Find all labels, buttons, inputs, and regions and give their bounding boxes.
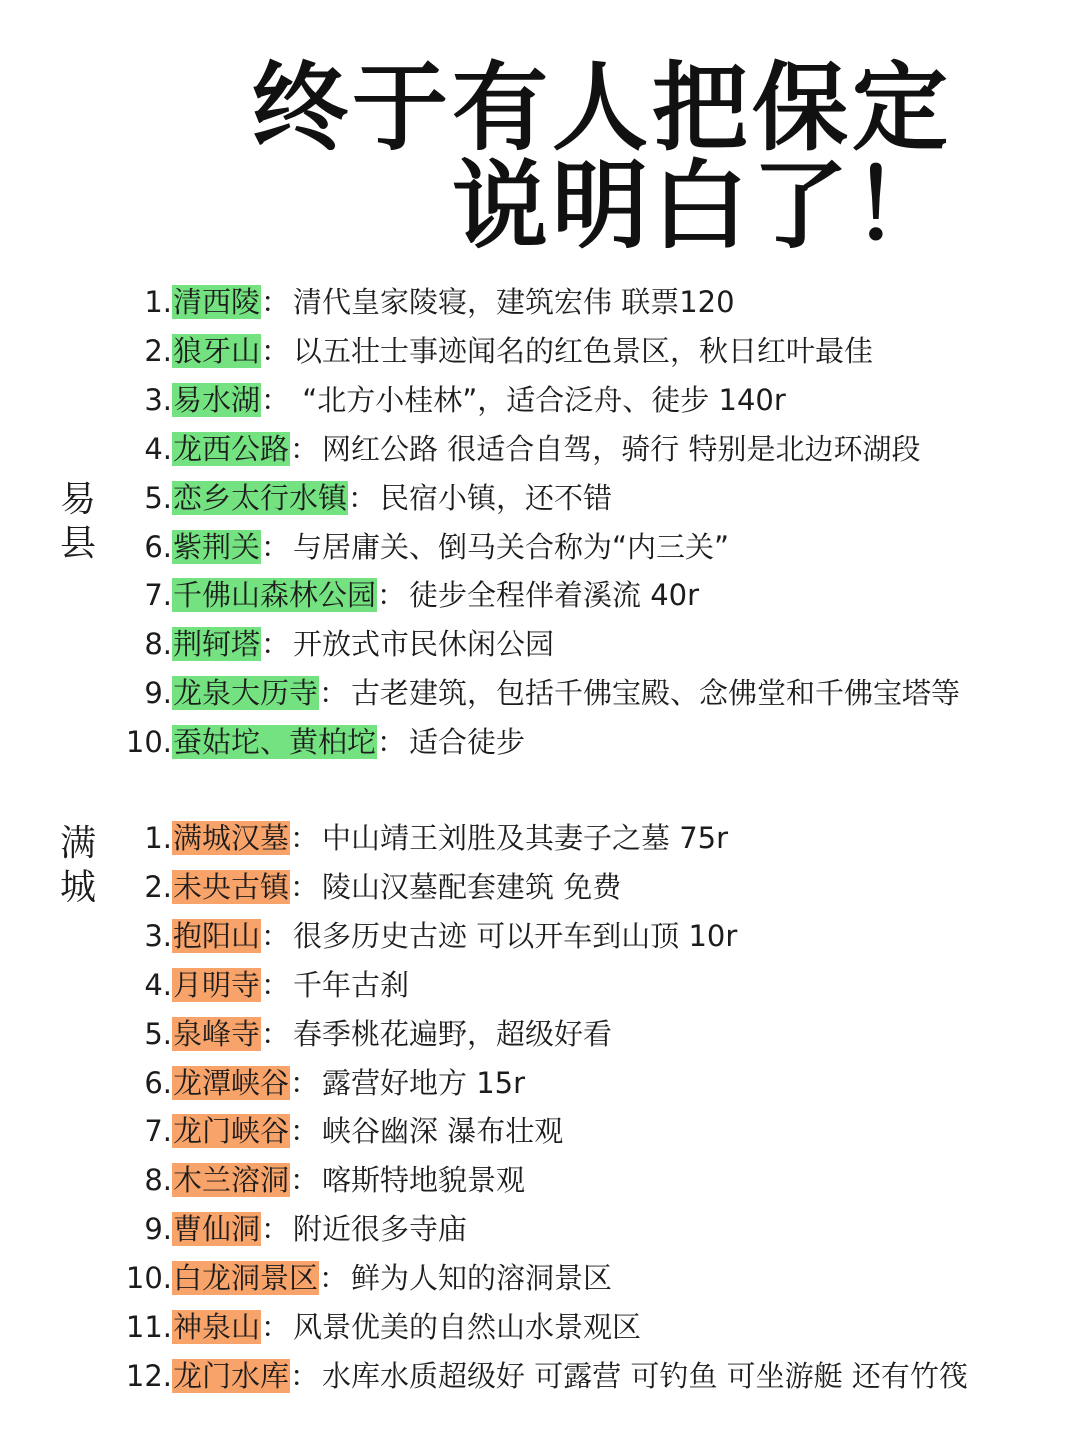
attraction-description: 春季桃花遍野，超级好看 xyxy=(293,1016,613,1051)
attraction-name: 满城汉墓 xyxy=(173,821,290,855)
attraction-name: 神泉山 xyxy=(173,1310,261,1344)
item-number: 7. xyxy=(144,1114,172,1149)
attraction-name: 木兰溶洞 xyxy=(173,1163,290,1198)
list-item xyxy=(110,1305,641,1349)
page-title-line-2: 说明白了！ xyxy=(452,150,952,262)
list-item xyxy=(110,1207,467,1251)
item-number: 3. xyxy=(144,382,172,417)
attraction-description: 以五壮士事迹闻名的红色景区，秋日红叶最佳 xyxy=(293,333,874,368)
separator-colon: ： xyxy=(261,1016,291,1051)
attraction-description: 开放式市民休闲公园 xyxy=(293,627,555,662)
separator-colon: ： xyxy=(261,967,291,1002)
item-number: 2. xyxy=(144,869,172,904)
separator-colon: ： xyxy=(290,1065,320,1100)
item-number: 7. xyxy=(144,578,172,613)
item-number: 5. xyxy=(144,1016,172,1051)
separator-colon: ： xyxy=(261,918,291,953)
attraction-name: 曹仙洞 xyxy=(173,1212,261,1247)
attraction-name: 清西陵 xyxy=(173,285,261,319)
region-label-yixian: 易县 xyxy=(59,479,96,564)
list-item xyxy=(110,427,920,471)
list-item xyxy=(110,914,737,958)
attraction-description: 露营好地方 15r xyxy=(322,1065,526,1100)
attraction-name: 蚕姑坨、黄柏坨 xyxy=(173,725,377,760)
separator-colon: ： xyxy=(319,1261,349,1296)
list-item xyxy=(110,476,612,520)
separator-colon: ： xyxy=(290,431,320,466)
attraction-name: 龙泉大历寺 xyxy=(173,676,319,711)
list-item xyxy=(110,622,554,666)
list-item xyxy=(110,865,621,909)
list-item xyxy=(110,573,699,617)
attraction-description: 峡谷幽深 瀑布壮观 xyxy=(322,1114,564,1149)
attraction-description: 很多历史古迹 可以开车到山顶 10r xyxy=(293,918,738,953)
attraction-name: 龙门峡谷 xyxy=(173,1114,290,1149)
separator-colon: ： xyxy=(377,578,407,613)
attraction-description: 适合徒步 xyxy=(409,725,526,760)
attraction-description: 千年古刹 xyxy=(293,967,410,1002)
list-item xyxy=(110,816,728,860)
separator-colon: ： xyxy=(261,285,291,319)
attraction-name: 龙西公路 xyxy=(173,431,290,466)
list-item xyxy=(110,1012,612,1056)
attraction-name: 紫荆关 xyxy=(173,529,261,564)
item-number: 1. xyxy=(144,821,172,855)
attraction-name: 白龙洞景区 xyxy=(173,1261,319,1296)
separator-colon: ： xyxy=(261,333,291,368)
page-title-line-1: 终于有人把保定 xyxy=(252,52,952,164)
item-number: 11. xyxy=(125,1310,172,1344)
separator-colon: ： xyxy=(261,627,291,662)
attraction-description: 附近很多寺庙 xyxy=(293,1212,468,1247)
attraction-description: 风景优美的自然山水景观区 xyxy=(293,1310,642,1344)
attraction-name: 狼牙山 xyxy=(173,333,261,368)
attraction-name: 易水湖 xyxy=(173,382,261,417)
item-number: 8. xyxy=(144,1163,172,1198)
item-number: 6. xyxy=(144,529,172,564)
attraction-name: 月明寺 xyxy=(173,967,261,1002)
item-number: 1. xyxy=(144,285,172,319)
list-item xyxy=(110,720,525,764)
item-number: 9. xyxy=(144,676,172,711)
attraction-name: 抱阳山 xyxy=(173,918,261,953)
attraction-description: 网红公路 很适合自驾，骑行 特别是北边环湖段 xyxy=(322,431,921,466)
item-number: 6. xyxy=(144,1065,172,1100)
attraction-name: 龙潭峡谷 xyxy=(173,1065,290,1100)
attraction-description: 鲜为人知的溶洞景区 xyxy=(351,1261,613,1296)
list-item xyxy=(110,1354,968,1398)
attraction-description: 陵山汉墓配套建筑 免费 xyxy=(322,869,622,904)
list-item xyxy=(110,525,729,569)
list-item xyxy=(110,1061,525,1105)
attraction-description: 古老建筑，包括千佛宝殿、念佛堂和千佛宝塔等 xyxy=(351,676,961,711)
list-item xyxy=(110,671,960,715)
separator-colon: ： xyxy=(261,382,291,417)
attraction-description: 徒步全程伴着溪流 40r xyxy=(409,578,700,613)
attraction-description: 中山靖王刘胜及其妻子之墓 75r xyxy=(322,821,729,855)
separator-colon: ： xyxy=(290,821,320,855)
item-number: 9. xyxy=(144,1212,172,1247)
item-number: 5. xyxy=(144,480,172,515)
list-item xyxy=(110,1256,612,1300)
region-label-mancheng: 满城 xyxy=(59,823,96,908)
attraction-description: 清代皇家陵寝，建筑宏伟 联票120 xyxy=(293,285,735,319)
item-number: 8. xyxy=(144,627,172,662)
item-number: 4. xyxy=(144,431,172,466)
list-item xyxy=(110,329,873,373)
separator-colon: ： xyxy=(290,1358,320,1393)
list-item xyxy=(110,280,735,324)
attraction-description: 与居庸关、倒马关合称为“内三关” xyxy=(293,529,730,564)
separator-colon: ： xyxy=(290,1163,320,1198)
separator-colon: ： xyxy=(290,1114,320,1149)
list-item xyxy=(110,963,409,1007)
separator-colon: ： xyxy=(319,676,349,711)
attraction-description: 喀斯特地貌景观 xyxy=(322,1163,526,1198)
attraction-name: 龙门水库 xyxy=(173,1358,290,1393)
item-number: 12. xyxy=(125,1358,172,1393)
item-number: 3. xyxy=(144,918,172,953)
attraction-name: 千佛山森林公园 xyxy=(173,578,377,613)
item-number: 4. xyxy=(144,967,172,1002)
list-item xyxy=(110,1158,525,1202)
attraction-name: 荆轲塔 xyxy=(173,627,261,662)
separator-colon: ： xyxy=(377,725,407,760)
separator-colon: ： xyxy=(348,480,378,515)
attraction-description: 水库水质超级好 可露营 可钓鱼 可坐游艇 还有竹筏 xyxy=(322,1358,968,1393)
separator-colon: ： xyxy=(261,1212,291,1247)
item-number: 10. xyxy=(125,725,172,760)
separator-colon: ： xyxy=(261,529,291,564)
attraction-description: “北方小桂林”，适合泛舟、徒步 140r xyxy=(293,382,786,417)
attraction-description: 民宿小镇，还不错 xyxy=(380,480,613,515)
item-number: 2. xyxy=(144,333,172,368)
list-item xyxy=(110,378,786,422)
attraction-name: 恋乡太行水镇 xyxy=(173,480,348,515)
list-item xyxy=(110,1109,563,1153)
separator-colon: ： xyxy=(261,1310,291,1344)
attraction-name: 泉峰寺 xyxy=(173,1016,261,1051)
separator-colon: ： xyxy=(290,869,320,904)
attraction-name: 未央古镇 xyxy=(173,869,290,904)
item-number: 10. xyxy=(125,1261,172,1296)
